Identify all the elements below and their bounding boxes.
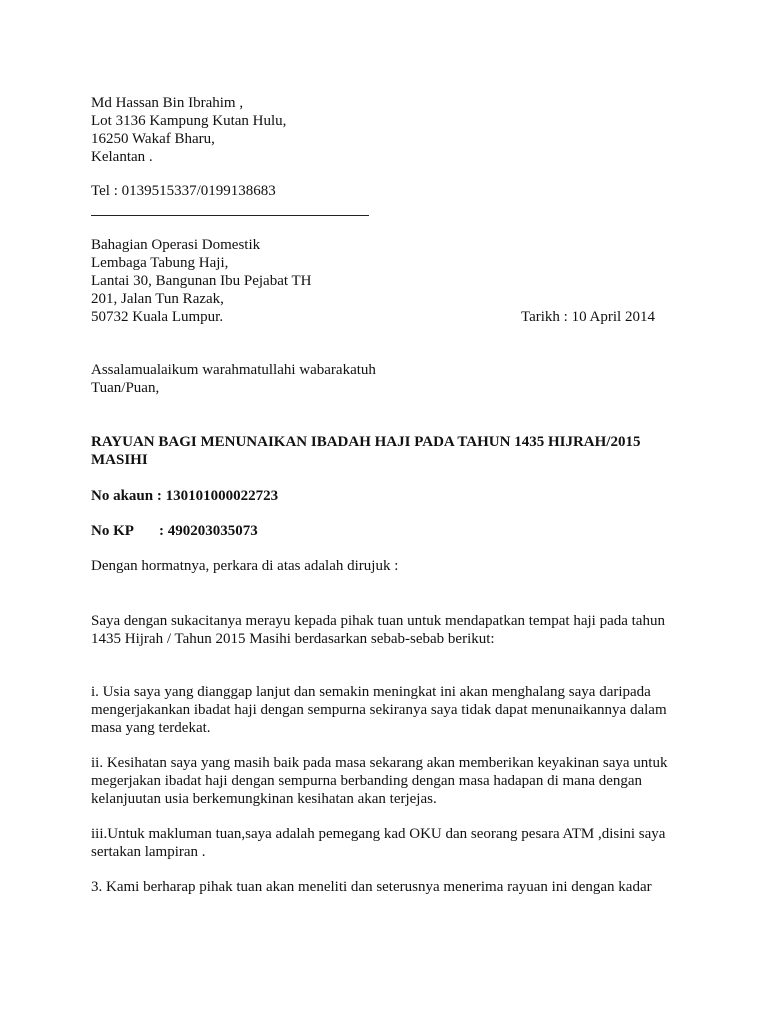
- letter-date: Tarikh : 10 April 2014: [521, 309, 655, 325]
- intro-line-2: 1435 Hijrah / Tahun 2015 Masihi berdasarkan sebab-sebab berikut:: [91, 631, 495, 647]
- recipient-line-5: 50732 Kuala Lumpur.: [91, 309, 224, 325]
- reason-1-line-2: mengerjakankan ibadat haji dengan sempurna sekiranya saya tidak dapat menunaikannya dalam: [91, 702, 667, 718]
- recipient-line-2: Lembaga Tabung Haji,: [91, 255, 229, 271]
- reason-2-line-3: kelanjuutan usia berkemungkinan kesihatan akan terjejas.: [91, 791, 437, 807]
- greeting-salutation: Tuan/Puan,: [91, 380, 160, 396]
- sender-tel: Tel : 0139515337/0199138683: [91, 183, 276, 199]
- account-number: No akaun : 130101000022723: [91, 488, 279, 504]
- ic-value: : 490203035073: [159, 523, 258, 539]
- closing-line: 3. Kami berharap pihak tuan akan meneliti dan seterusnya menerima rayuan ini dengan kadar: [91, 879, 652, 895]
- reason-1-line-1: i. Usia saya yang dianggap lanjut dan semakin meningkat ini akan menghalang saya daripada: [91, 684, 651, 700]
- recipient-line-4: 201, Jalan Tun Razak,: [91, 291, 224, 307]
- intro-line-1: Saya dengan sukacitanya merayu kepada pihak tuan untuk mendapatkan tempat haji pada tahun: [91, 613, 665, 629]
- sender-name: Md Hassan Bin Ibrahim ,: [91, 95, 244, 111]
- ic-label: No KP: [91, 523, 134, 539]
- reason-3-line-2: sertakan lampiran .: [91, 844, 206, 860]
- sender-address-line-1: Lot 3136 Kampung Kutan Hulu,: [91, 113, 287, 129]
- sender-address-line-3: Kelantan .: [91, 149, 153, 165]
- reason-1-line-3: masa yang terdekat.: [91, 720, 211, 736]
- reason-2-line-2: megerjakan ibadat haji dengan sempurna berbanding dengan masa hadapan di mana dengan: [91, 773, 643, 789]
- recipient-line-3: Lantai 30, Bangunan Ibu Pejabat TH: [91, 273, 312, 289]
- sender-address-line-2: 16250 Wakaf Bharu,: [91, 131, 215, 147]
- recipient-line-1: Bahagian Operasi Domestik: [91, 237, 261, 253]
- subject-line-2: MASIHI: [91, 452, 148, 468]
- greeting-salam: Assalamualaikum warahmatullahi wabarakatuh: [91, 362, 376, 378]
- reason-3-line-1: iii.Untuk makluman tuan,saya adalah pemegang kad OKU dan seorang pesara ATM ,disini saya: [91, 826, 666, 842]
- divider-line: [91, 215, 369, 216]
- reference-line: Dengan hormatnya, perkara di atas adalah dirujuk :: [91, 558, 399, 574]
- subject-line-1: RAYUAN BAGI MENUNAIKAN IBADAH HAJI PADA TAHUN 1435 HIJRAH/2015: [91, 434, 641, 450]
- reason-2-line-1: ii. Kesihatan saya yang masih baik pada masa sekarang akan memberikan keyakinan saya untuk: [91, 755, 668, 771]
